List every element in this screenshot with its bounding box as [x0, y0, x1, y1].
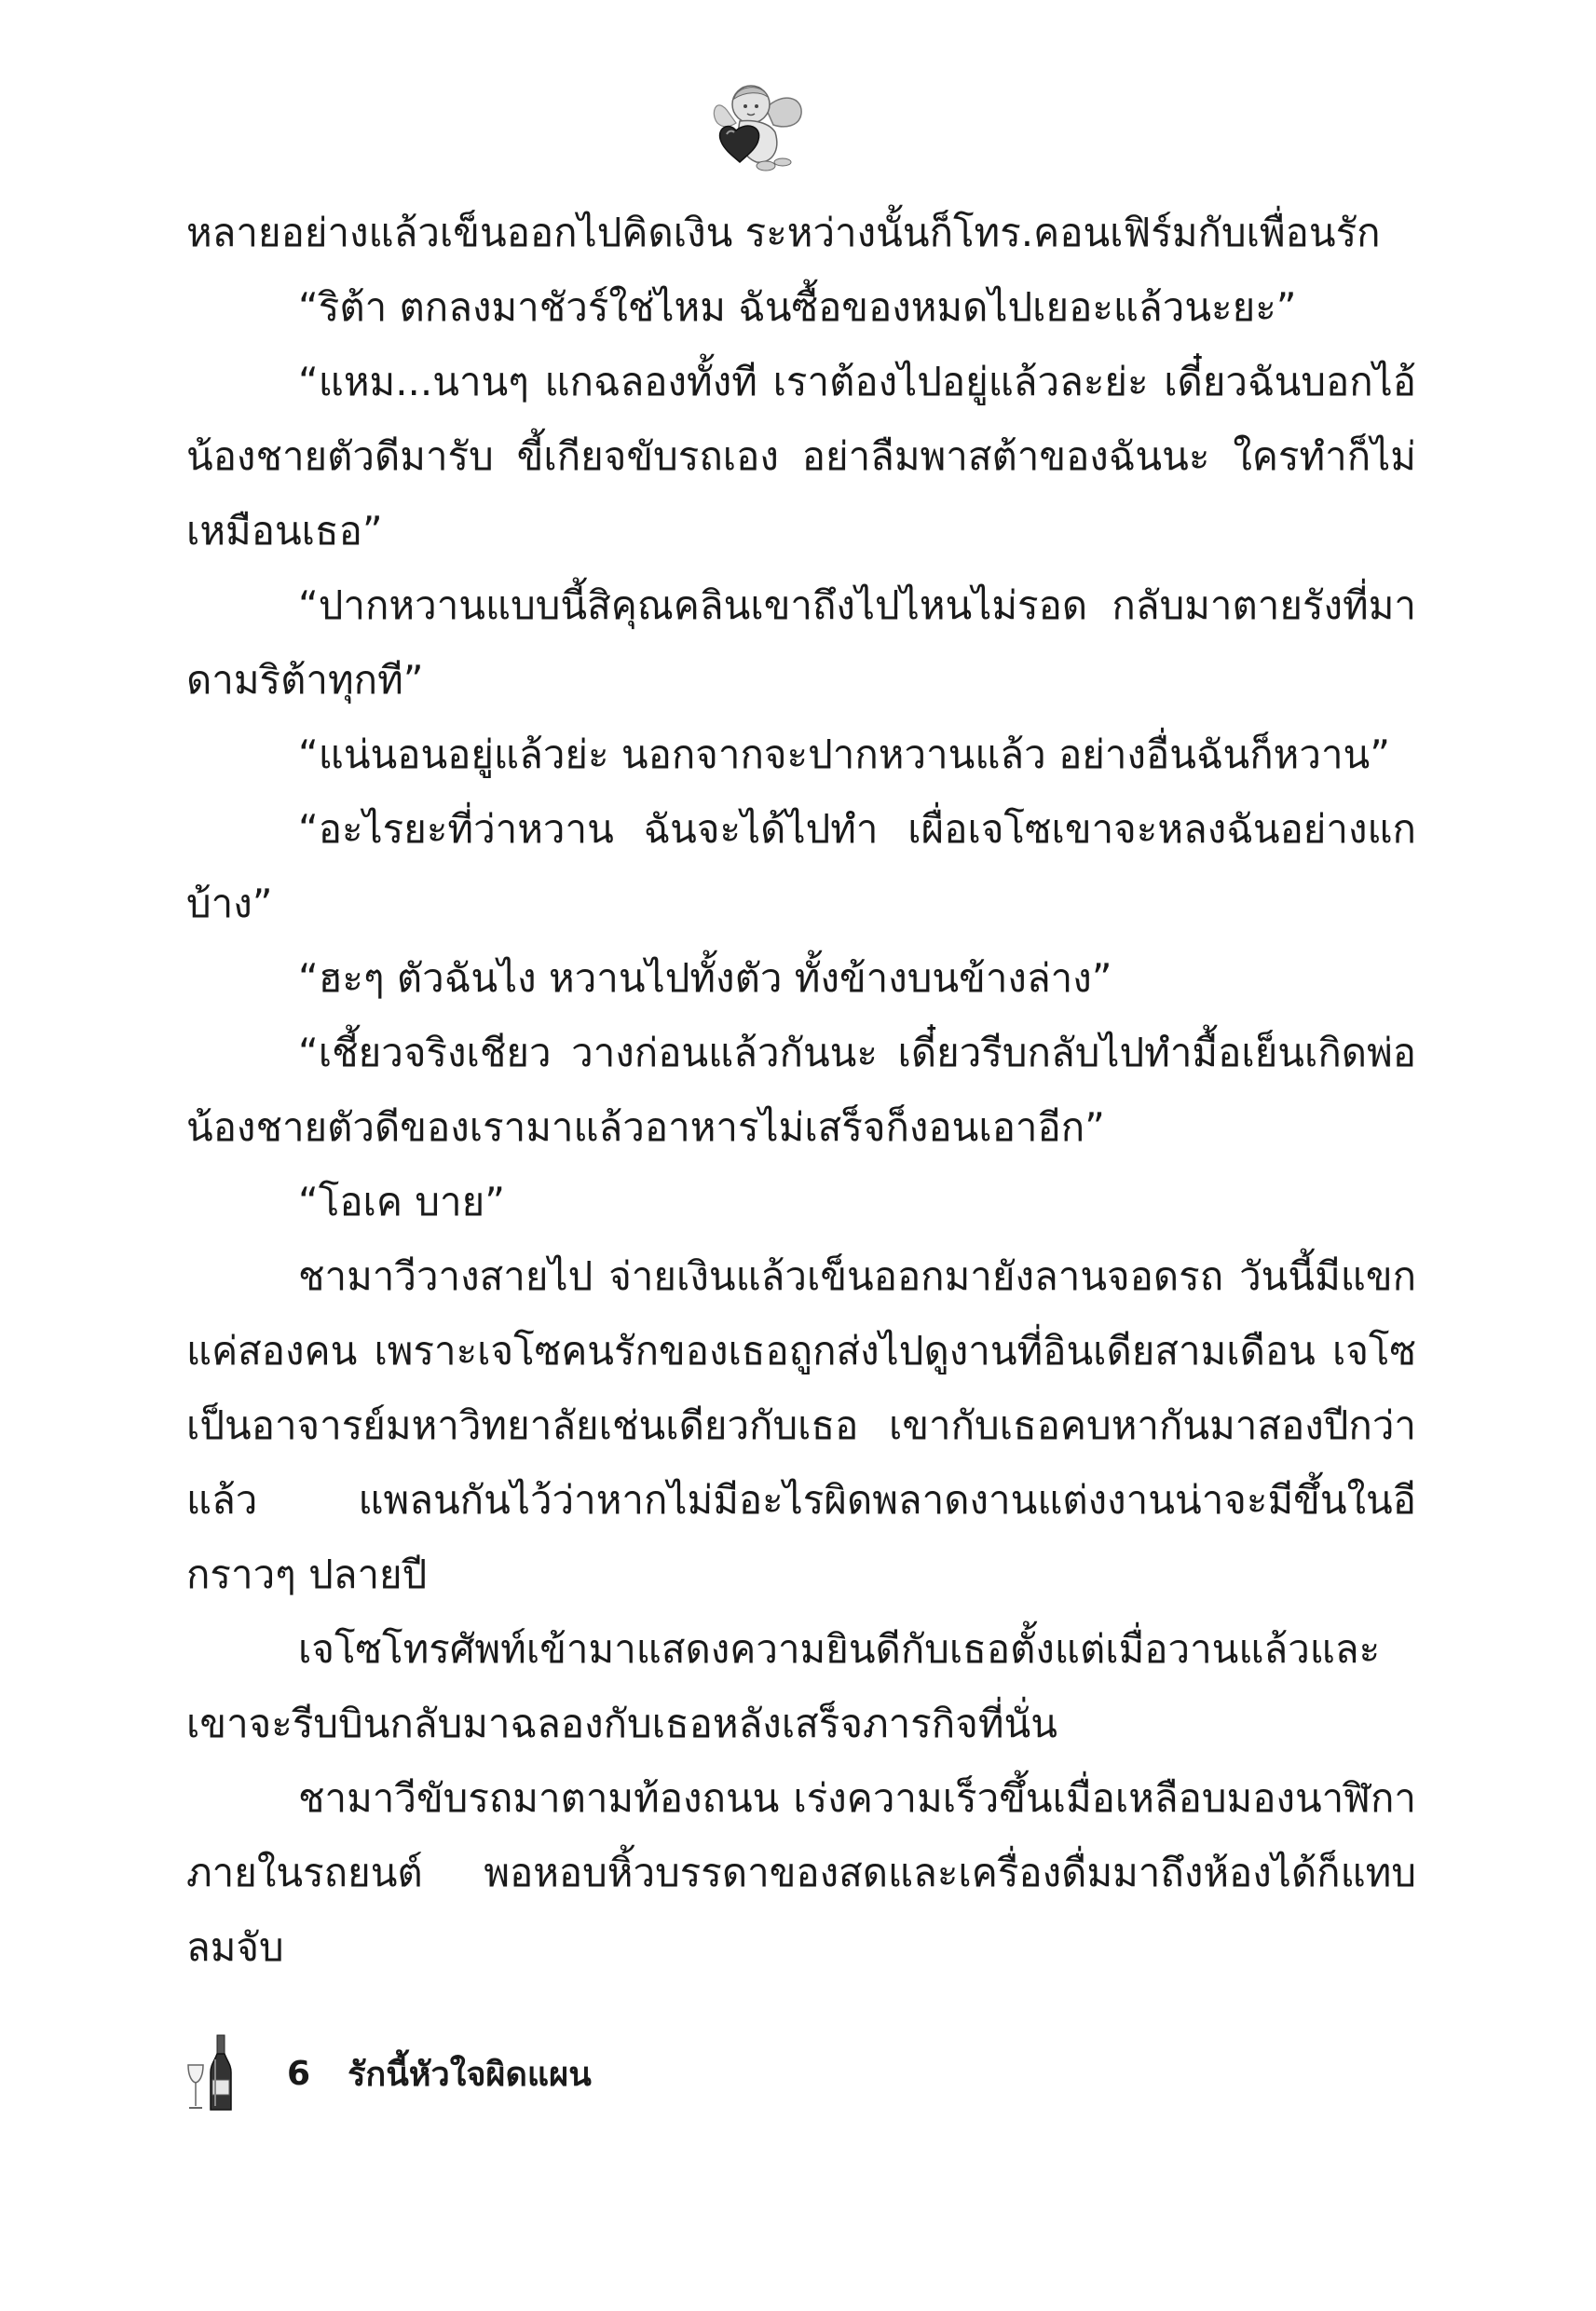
paragraph: เจโซโทรศัพท์เข้ามาแสดงความยินดีกับเธอตั้งแต่เมื่อวานแล้วและเขาจะรีบบินกลับมาฉลองกับเธอหลังเสร็จภารกิจที่นั่น — [186, 1626, 1381, 1746]
paragraph: หลายอย่างแล้วเข็นออกไปคิดเงิน ระหว่างนั้นก็โทร.คอนเฟิร์มกับเพื่อนรัก — [186, 210, 1381, 255]
page-footer — [186, 2031, 592, 2115]
page-number: 6 — [287, 2054, 311, 2093]
paragraph: “ฮะๆ ตัวฉันไง หวานไปทั้งตัว ทั้งข้างบนข้างล่าง” — [298, 955, 1112, 1001]
paragraph: “แน่นอนอยู่แล้วย่ะ นอกจากจะปากหวานแล้ว อย่างอื่นฉันก็หวาน” — [298, 732, 1391, 777]
paragraph: “ปากหวานแบบนี้สิคุณคลินเขาถึงไปไหนไม่รอด กลับมาตายรังที่มาดามริต้าทุกที” — [186, 582, 1416, 703]
wine-bottle-glass-icon — [186, 2031, 240, 2115]
page-body-text — [186, 196, 1416, 1985]
paragraph: ชามาวีขับรถมาตามท้องถนน เร่งความเร็วขึ้นเมื่อเหลือบมองนาฬิกาภายในรถยนต์ พอหอบหิ้วบรรดาของสดและเครื่องดื่มมาถึงห้องได้ก็แทบลมจับ — [186, 1775, 1416, 1970]
paragraph: “อะไรยะที่ว่าหวาน ฉันจะได้ไปทำ เผื่อเจโซเขาจะหลงฉันอย่างแกบ้าง” — [186, 806, 1416, 926]
paragraph: “เชี้ยวจริงเชียว วางก่อนแล้วกันนะ เดี๋ยวรีบกลับไปทำมื้อเย็นเกิดพ่อน้องชายตัวดีของเรามาแล้วอาหารไม่เสร็จก็งอนเอาอีก” — [186, 1030, 1416, 1150]
paragraph: “ริต้า ตกลงมาชัวร์ใช่ไหม ฉันซื้อของหมดไปเยอะแล้วนะยะ” — [298, 284, 1297, 330]
paragraph: “โอเค บาย” — [298, 1179, 505, 1224]
paragraph: “แหม...นานๆ แกฉลองทั้งที เราต้องไปอยู่แล้วละย่ะ เดี๋ยวฉันบอกไอ้น้องชายตัวดีมารับ ขี้เกียจขับรถเอง อย่าลืมพาสต้าของฉันนะ ใครทำก็ไม่เหมือนเธอ” — [186, 359, 1416, 554]
book-title: รักนี้หัวใจผิดแผน — [348, 2055, 592, 2094]
cupid-heart-icon — [708, 73, 811, 175]
paragraph: ชามาวีวางสายไป จ่ายเงินแล้วเข็นออกมายังลานจอดรถ วันนี้มีแขกแค่สองคน เพราะเจโซคนรักของเธอถูกส่งไปดูงานที่อินเดียสามเดือน เจโซเป็นอาจารย์มหาวิทยาลัยเช่นเดียวกับเธอ เขากับเธอคบหากันมาสองปีกว่าแล้ว แพลนกันไว้ว่าหากไม่มีอะไรผิดพลาดงานแต่งงานน่าจะมีขึ้นในอีกราวๆ ปลายปี — [186, 1253, 1416, 1597]
